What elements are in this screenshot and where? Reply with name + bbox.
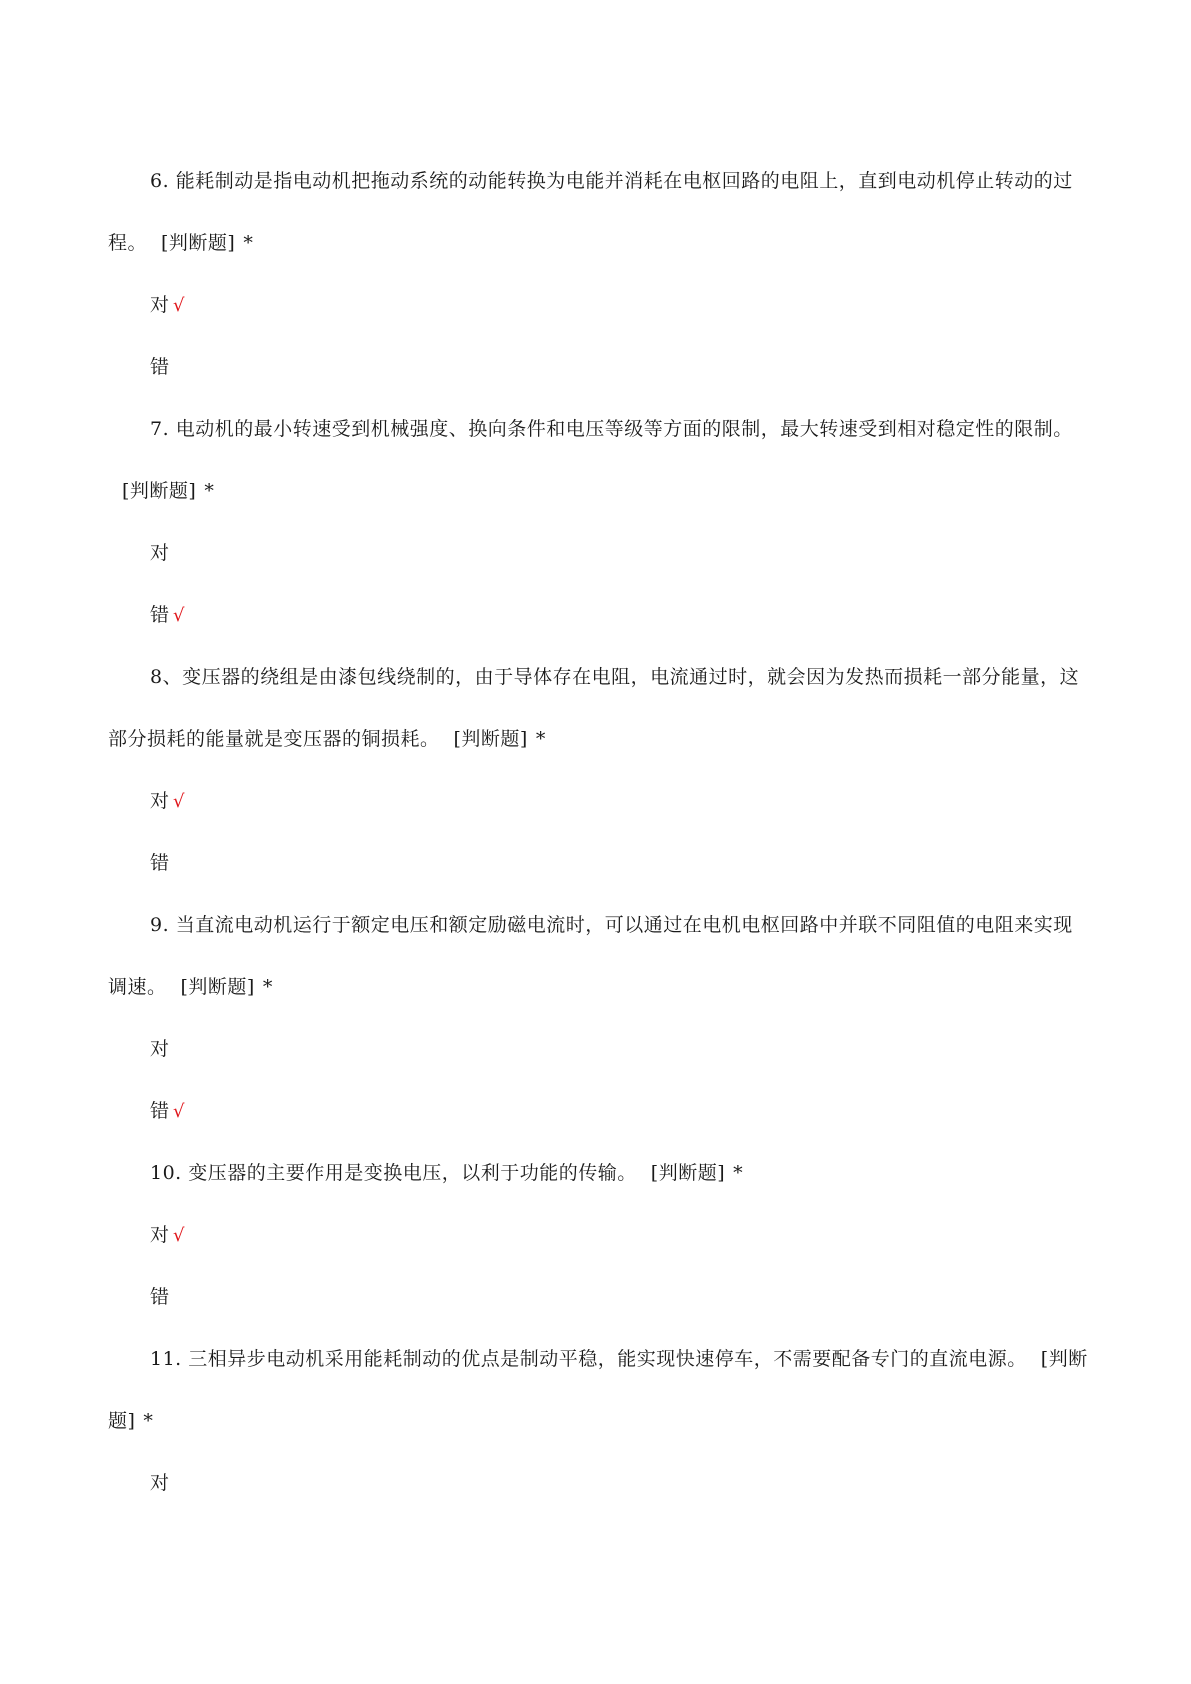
option-true[interactable] xyxy=(108,1452,1088,1514)
option-label: 对 xyxy=(150,1224,170,1246)
question-body: 三相异步电动机采用能耗制动的优点是制动平稳，能实现快速停车，不需要配备专门的直流电源。 xyxy=(188,1348,1027,1370)
question-9 xyxy=(108,894,1088,1142)
question-text xyxy=(108,894,1088,1018)
option-label: 对 xyxy=(150,1038,170,1060)
option-label: 对 xyxy=(150,542,170,564)
option-label: 错 xyxy=(150,1100,170,1122)
required-marker: * xyxy=(243,232,254,254)
required-marker: * xyxy=(535,728,546,750)
question-type-tag: [判断题] xyxy=(122,480,197,502)
question-text xyxy=(108,646,1088,770)
option-label: 对 xyxy=(150,294,170,316)
question-number: 8、 xyxy=(150,666,183,688)
question-text xyxy=(108,398,1088,522)
question-11 xyxy=(108,1328,1088,1514)
question-10 xyxy=(108,1142,1088,1328)
question-body: 电动机的最小转速受到机械强度、换向条件和电压等级等方面的限制，最大转速受到相对稳定性的限制。 xyxy=(175,418,1073,440)
option-true[interactable] xyxy=(108,522,1088,584)
question-body: 变压器的绕组是由漆包线绕制的，由于导体存在电阻，电流通过时，就会因为发热而损耗一部分能量，这部分损耗的能量就是变压器的铜损耗。 xyxy=(108,666,1080,750)
option-label: 错 xyxy=(150,852,170,874)
option-label: 对 xyxy=(150,1472,170,1494)
option-false[interactable] xyxy=(108,832,1088,894)
question-text xyxy=(108,1328,1088,1452)
question-number: 10. xyxy=(150,1162,182,1184)
check-mark-icon: √ xyxy=(173,1225,185,1246)
check-mark-icon: √ xyxy=(173,295,185,316)
question-number: 7. xyxy=(150,418,170,440)
question-6 xyxy=(108,150,1088,398)
option-true[interactable] xyxy=(108,274,1088,336)
required-marker: * xyxy=(262,976,273,998)
question-8 xyxy=(108,646,1088,894)
question-type-tag: [判断题] xyxy=(650,1162,726,1184)
question-7 xyxy=(108,398,1088,646)
question-number: 6. xyxy=(150,170,170,192)
question-text xyxy=(108,150,1088,274)
check-mark-icon: √ xyxy=(173,605,185,626)
option-false[interactable] xyxy=(108,584,1088,646)
document-page xyxy=(108,150,1088,1514)
question-text xyxy=(108,1142,1088,1204)
question-type-tag: [判断题] xyxy=(161,232,236,254)
question-body: 变压器的主要作用是变换电压，以利于功能的传输。 xyxy=(188,1162,637,1184)
option-label: 对 xyxy=(150,790,170,812)
required-marker: * xyxy=(733,1162,744,1184)
option-true[interactable] xyxy=(108,1204,1088,1266)
question-number: 11. xyxy=(150,1348,182,1370)
required-marker: * xyxy=(204,480,215,502)
option-label: 错 xyxy=(150,604,170,626)
option-true[interactable] xyxy=(108,1018,1088,1080)
question-type-tag: [判断题] xyxy=(180,976,255,998)
check-mark-icon: √ xyxy=(173,1101,185,1122)
option-false[interactable] xyxy=(108,1266,1088,1328)
required-marker: * xyxy=(143,1410,154,1432)
question-type-tag: [判断题] xyxy=(108,1348,1088,1432)
check-mark-icon: √ xyxy=(173,791,185,812)
question-body: 能耗制动是指电动机把拖动系统的动能转换为电能并消耗在电枢回路的电阻上，直到电动机停止转动的过程。 xyxy=(108,170,1073,254)
option-true[interactable] xyxy=(108,770,1088,832)
question-number: 9. xyxy=(150,914,170,936)
question-body: 当直流电动机运行于额定电压和额定励磁电流时，可以通过在电机电枢回路中并联不同阻值的电阻来实现调速。 xyxy=(108,914,1073,998)
option-false[interactable] xyxy=(108,1080,1088,1142)
question-type-tag: [判断题] xyxy=(453,728,528,750)
option-label: 错 xyxy=(150,356,170,378)
option-label: 错 xyxy=(150,1286,170,1308)
option-false[interactable] xyxy=(108,336,1088,398)
